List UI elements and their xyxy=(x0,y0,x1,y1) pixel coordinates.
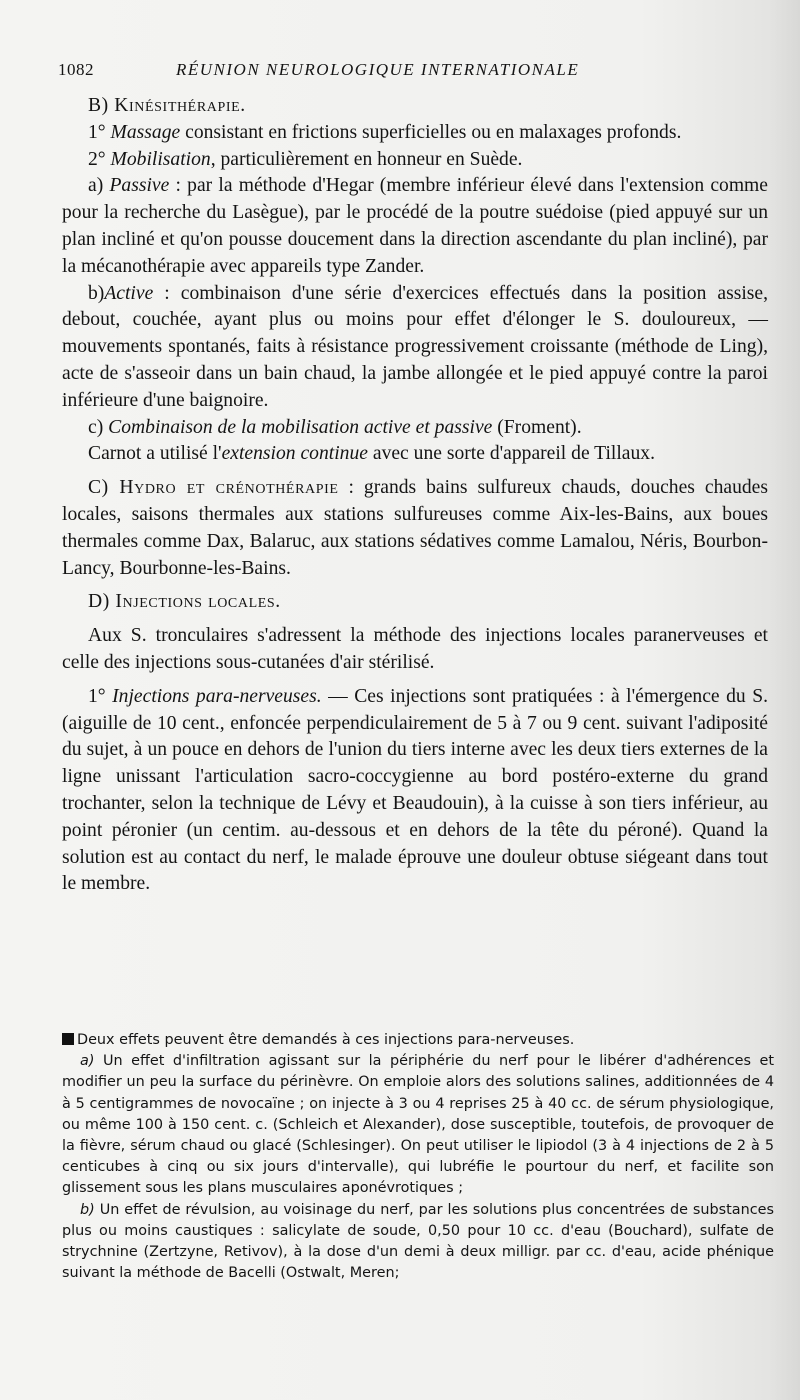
note-label: a) xyxy=(80,1053,95,1070)
note-intro xyxy=(62,1030,774,1051)
term-injections-paranerveuses: Injections para-nerveuses. xyxy=(112,685,322,707)
note-label: b) xyxy=(80,1201,95,1218)
paragraph-text: (Froment). xyxy=(492,416,582,438)
square-mark-icon xyxy=(62,1033,74,1045)
paragraph-text: consistant en frictions superficielles ou en malaxages profonds. xyxy=(180,121,682,143)
paragraph-text: avec une sorte d'appareil de Tillaux. xyxy=(367,443,655,465)
term-combinaison: Combinaison de la mobilisation active et passive xyxy=(108,416,493,438)
paragraph-carnot xyxy=(62,441,768,468)
paragraph-text: , particulièrement en honneur en Suède. xyxy=(210,148,523,170)
paragraph-massage xyxy=(62,120,768,147)
paragraph-text: : grands bains sulfureux chauds, douches chaudes locales, saisons thermales aux stations sulfureuses comme Aix-les-Bains, aux boues thermales comme Dax, Balaruc, aux stations sédatives comme Lamalou, Néris, Bourbon-Lancy, Bourbonne-les-Bains. xyxy=(62,477,769,579)
paragraph-active xyxy=(62,281,768,415)
paragraph-combinaison xyxy=(62,415,768,442)
item-label: a) xyxy=(88,175,104,197)
paragraph-text: Carnot a utilisé l' xyxy=(88,443,222,465)
note-intro-text: Deux effets peuvent être demandés à ces injections para-nerveuses. xyxy=(77,1032,575,1048)
paragraph-mobilisation xyxy=(62,147,768,174)
paragraph-text: : combinaison d'une série d'exercices effectués dans la position assise, debout, couchée, ayant plus ou moins pour effet d'élonger le S. douloureux, — mouvements spontanés, faits à résistance progressivement croissante (méthode de Ling), acte de s'asseoir dans un bain chaud, la jambe allongée et le pied appuyé contre la paroi inférieure d'une baignoire. xyxy=(62,282,768,411)
term-mobilisation: Mobilisation xyxy=(110,148,211,170)
paragraph-paranerveuses xyxy=(62,684,768,898)
note-a xyxy=(62,1051,774,1199)
term-massage: Massage xyxy=(110,121,181,143)
item-label: c) xyxy=(88,416,104,438)
page-number: 1082 xyxy=(58,60,94,79)
term-passive: Passive xyxy=(109,175,170,197)
main-text xyxy=(62,93,768,898)
note-text: Un effet de révulsion, au voisinage du nerf, par les solutions plus concentrées de substances plus ou moins caustiques : salicylate de soude, 0,50 pour 10 cc. d'eau (Bouchard), sulfate de strychnine (Zertzyne, Retivov), à la dose d'un demi à deux milligr. par cc. d'eau, acide phénique suivant la méthode de Bacelli (Ostwalt, Meren; xyxy=(62,1201,774,1282)
item-number: 1° xyxy=(88,685,106,707)
item-number: 1° xyxy=(88,121,106,143)
paragraph-hydro xyxy=(62,475,768,582)
small-print-notes xyxy=(62,1030,774,1284)
note-b xyxy=(62,1200,774,1285)
paragraph-passive xyxy=(62,173,768,280)
paragraph-text: : par la méthode d'Hegar (membre inférieur élevé dans l'extension comme pour la recherche du Lasègue), par le procédé de la poutre suédoise (pied appuyé sur un plan incliné et qu'on pousse doucement dans la direction ascendante du plan incliné), par la mécanothérapie avec appareils type Zander. xyxy=(62,175,768,277)
item-number: 2° xyxy=(88,148,106,170)
note-text: Un effet d'infiltration agissant sur la périphérie du nerf pour le libérer d'adhérences et modifier un peu la surface du périnèvre. On emploie alors des solutions salines, additionnées de 4 à 5 centigrammes de novocaïne ; on injecte à 3 ou 4 reprises 25 à 40 cc. de sérum physiologique, ou même 100 à 150 cent. c. (Schleich et Alexander), dose susceptible, toutefois, de provoquer de la fièvre, sérum chaud ou glacé (Schlesinger). On peut utiliser le lipiodol (3 à 4 injections de 2 à 5 centicubes à cinq ou six jours d'intervalle), qui lubréfie le pourtour du nerf, et facilite son glissement sous les plans musculaires aponévrotiques ; xyxy=(62,1053,774,1197)
section-heading-kinesitherapie: B) Kinésithérapie. xyxy=(88,95,246,116)
term-active: Active xyxy=(104,282,154,304)
section-heading-injections: D) Injections locales. xyxy=(88,591,281,613)
paragraph-injections-intro: Aux S. tronculaires s'adressent la méthode des injections locales paranerveuses et celle des injections sous-cutanées d'air stérilisé. xyxy=(62,625,768,673)
term-extension-continue: extension continue xyxy=(221,443,368,465)
running-title: RÉUNION NEUROLOGIQUE INTERNATIONALE xyxy=(176,60,580,79)
item-label: b) xyxy=(88,282,105,304)
section-heading-hydro: C) Hydro et crénothérapie xyxy=(88,477,339,499)
paragraph-text: — Ces injections sont pratiquées : à l'émergence du S. (aiguille de 10 cent., enfoncée perpendiculairement de 5 à 7 ou 9 cent. suivant l'adiposité du sujet, à un pouce en dehors de l'union du tiers interne avec les deux tiers externes de la ligne unissant l'articulation sacro-coccygienne au bord postéro-externe du grand trochanter, selon la technique de Lévy et Beaudouin), à la cuisse à son tiers inférieur, au point péronier (un centim. au-dessous et en dehors de la tête du péroné). Quand la solution est au contact du nerf, le malade éprouve une douleur obtuse siégeant dans tout le membre. xyxy=(62,685,769,895)
